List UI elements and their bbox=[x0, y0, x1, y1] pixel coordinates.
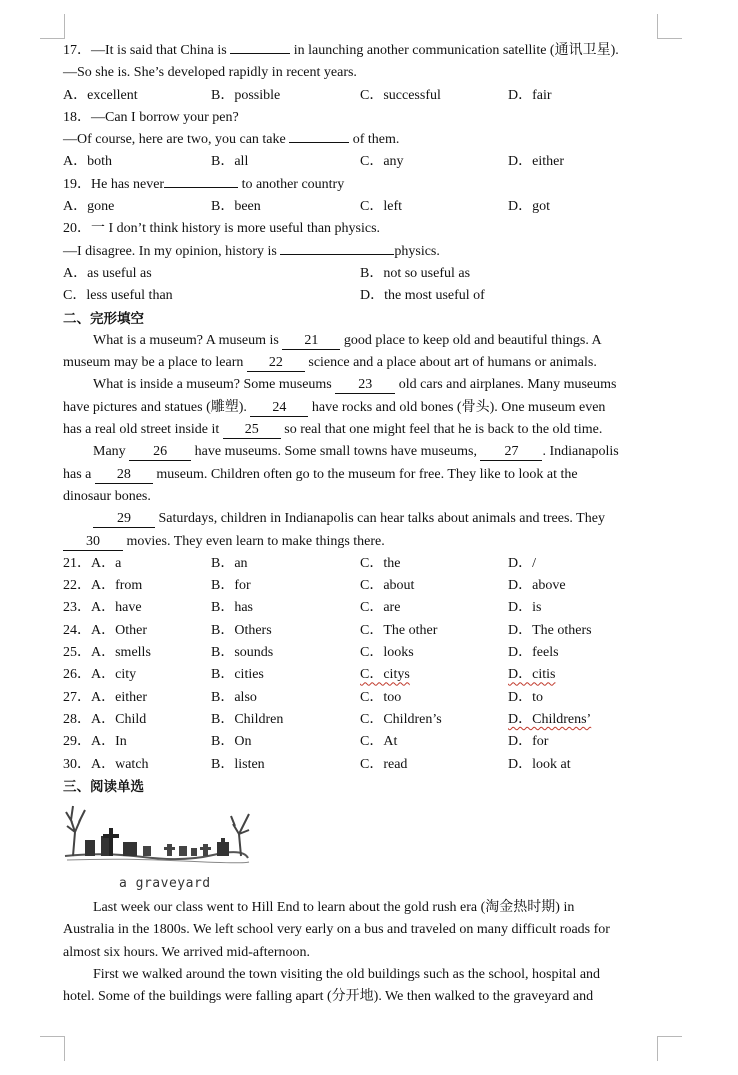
cloze-options-24 bbox=[63, 620, 663, 642]
question-17-stem: 17．—It is said that China is in launching another communication satellite (通讯卫星). bbox=[63, 43, 619, 58]
cloze-paragraph-3-line-3: dinosaur bones. bbox=[63, 488, 151, 504]
option-c: C．read bbox=[360, 756, 408, 772]
option-c: C．Children’s bbox=[360, 711, 442, 727]
option-b: B．has bbox=[211, 600, 253, 616]
cloze-paragraph-4-line-2: 30 movies. They even learn to make things there. bbox=[63, 531, 663, 553]
option-b: B．On bbox=[211, 734, 252, 750]
reading-line-4: First we walked around the town visiting the old buildings such as the school, hospital and bbox=[93, 966, 601, 982]
option-d: D．The others bbox=[508, 622, 592, 638]
cloze-blank-21: 21 bbox=[282, 333, 340, 350]
option-a: 26．A．city bbox=[63, 667, 137, 683]
answer-blank bbox=[280, 254, 394, 255]
section-3-heading: 三、阅读单选 bbox=[63, 778, 144, 795]
cloze-options-22 bbox=[63, 575, 663, 597]
answer-blank bbox=[164, 187, 238, 188]
option-b: B．an bbox=[211, 555, 248, 571]
cloze-blank-28: 28 bbox=[95, 467, 153, 484]
option-d: D．to bbox=[508, 689, 543, 705]
reading-line-1: Last week our class went to Hill End to learn about the gold rush era (淘金热时期) in bbox=[93, 900, 575, 916]
option-c: C．are bbox=[360, 600, 401, 616]
crop-mark-top-left bbox=[40, 14, 65, 39]
answer-blank bbox=[289, 142, 349, 143]
option-c: C．successful bbox=[360, 87, 441, 103]
cloze-paragraph-1-line-1: What is a museum? A museum is 21 good place to keep old and beautiful things. A bbox=[93, 332, 602, 348]
cloze-options-29 bbox=[63, 731, 663, 753]
cloze-options-21 bbox=[63, 553, 663, 575]
option-b: B．all bbox=[211, 154, 249, 170]
question-19-stem: 19．He has never to another country bbox=[63, 176, 345, 192]
option-c: C．left bbox=[360, 199, 402, 215]
option-c: C．looks bbox=[360, 645, 414, 661]
option-d: D．look at bbox=[508, 756, 571, 772]
option-c: C．about bbox=[360, 578, 415, 594]
cloze-blank-23: 23 bbox=[335, 377, 395, 394]
cloze-paragraph-2-line-3: has a real old street inside it 25 so real that one might feel that he is back to the old time. bbox=[63, 422, 603, 438]
option-b: B．listen bbox=[211, 756, 265, 772]
option-a: A．gone bbox=[63, 199, 115, 215]
option-a: A．excellent bbox=[63, 87, 138, 103]
option-d: D．for bbox=[508, 734, 549, 750]
option-a: 28．A．Child bbox=[63, 711, 147, 727]
option-d: D．the most useful of bbox=[360, 288, 485, 304]
crop-mark-top-right bbox=[657, 14, 682, 39]
option-a: 30．A．watch bbox=[63, 756, 149, 772]
option-c: C．any bbox=[360, 154, 404, 170]
question-17-options bbox=[63, 85, 663, 107]
question-19-options bbox=[63, 196, 663, 218]
option-a: 25．A．smells bbox=[63, 645, 151, 661]
cloze-blank-22: 22 bbox=[247, 355, 305, 372]
option-a: 23．A．have bbox=[63, 600, 142, 616]
reading-line-2: Australia in the 1800s. We left school very early on a bus and traveled on many difficult roads for bbox=[63, 922, 610, 938]
option-b: B．also bbox=[211, 689, 257, 705]
cloze-blank-25: 25 bbox=[223, 422, 281, 439]
reading-line-5: hotel. Some of the buildings were falling apart (分开地). We then walked to the graveyard and bbox=[63, 989, 594, 1005]
option-b: B．cities bbox=[211, 667, 264, 683]
cloze-blank-27: 27 bbox=[480, 444, 542, 461]
option-a: 22．A．from bbox=[63, 578, 143, 594]
option-b: B．for bbox=[211, 578, 251, 594]
cloze-blank-26: 26 bbox=[129, 444, 191, 461]
cloze-paragraph-2-line-1: What is inside a museum? Some museums 23 old cars and airplanes. Many museums bbox=[93, 377, 617, 393]
option-c: C．The other bbox=[360, 622, 438, 638]
option-b: B．Others bbox=[211, 622, 272, 638]
cloze-options-27 bbox=[63, 687, 663, 709]
cloze-paragraph-3-line-2: has a 28 museum. Children often go to the museum for free. They like to look at the bbox=[63, 466, 578, 482]
option-a: 21．A．a bbox=[63, 555, 122, 571]
graveyard-illustration bbox=[63, 802, 663, 895]
question-17-line2: —So she is. She’s developed rapidly in recent years. bbox=[63, 65, 357, 81]
cloze-blank-30: 30 bbox=[63, 534, 123, 551]
question-18-stem: 18．—Can I borrow your pen? bbox=[63, 109, 239, 125]
cloze-options-26 bbox=[63, 664, 663, 686]
cloze-options-28 bbox=[63, 709, 663, 731]
option-d: D．fair bbox=[508, 87, 552, 103]
option-d: D．citis bbox=[508, 667, 556, 683]
option-a: A．as useful as bbox=[63, 265, 152, 281]
option-d: D．is bbox=[508, 600, 542, 616]
option-d: D．feels bbox=[508, 645, 559, 661]
option-d: D．Childrens’ bbox=[508, 711, 592, 727]
question-18-line2: —Of course, here are two, you can take of them. bbox=[63, 132, 400, 148]
cloze-paragraph-4-line-1: 29 Saturdays, children in Indianapolis can hear talks about animals and trees. They bbox=[63, 508, 663, 530]
option-b: B．not so useful as bbox=[360, 265, 471, 281]
option-c: C．too bbox=[360, 689, 402, 705]
graveyard-drawing bbox=[63, 802, 253, 874]
option-a: 24．A．Other bbox=[63, 622, 147, 638]
cloze-blank-29: 29 bbox=[93, 511, 155, 528]
option-c: C．At bbox=[360, 734, 398, 750]
option-d: D．/ bbox=[508, 555, 536, 571]
option-b: B．possible bbox=[211, 87, 281, 103]
cloze-paragraph-2-line-2: have pictures and statues (雕塑). 24 have rocks and old bones (骨头). One museum even bbox=[63, 399, 606, 415]
option-d: D．either bbox=[508, 154, 564, 170]
question-18-options bbox=[63, 151, 663, 173]
cloze-options-23 bbox=[63, 597, 663, 619]
image-caption: a graveyard bbox=[119, 876, 211, 892]
option-c: C．the bbox=[360, 555, 401, 571]
option-b: B．been bbox=[211, 199, 261, 215]
option-a: 27．A．either bbox=[63, 689, 147, 705]
option-b: B．sounds bbox=[211, 645, 274, 661]
answer-blank bbox=[230, 53, 290, 54]
question-20-options-row1 bbox=[63, 263, 663, 285]
question-20-line2: —I disagree. In my opinion, history is physics. bbox=[63, 243, 440, 259]
option-a: A．both bbox=[63, 154, 112, 170]
document-page bbox=[63, 40, 663, 1009]
reading-line-3: almost six hours. We arrived mid-afternoon. bbox=[63, 944, 311, 960]
crop-mark-bottom-right bbox=[657, 1036, 682, 1061]
crop-mark-bottom-left bbox=[40, 1036, 65, 1061]
option-b: B．Children bbox=[211, 711, 284, 727]
question-20-stem: 20．一 I don’t think history is more useful than physics. bbox=[63, 221, 381, 237]
option-d: D．got bbox=[508, 199, 550, 215]
cloze-paragraph-3-line-1: Many 26 have museums. Some small towns have museums, 27 . Indianapolis bbox=[93, 444, 619, 460]
cloze-options-25 bbox=[63, 642, 663, 664]
cloze-paragraph-1-line-2: museum may be a place to learn 22 science and a place about art of humans or animals. bbox=[63, 355, 597, 371]
option-a: 29．A．In bbox=[63, 734, 127, 750]
option-c: C．less useful than bbox=[63, 288, 173, 304]
cloze-options-30 bbox=[63, 754, 663, 776]
cloze-blank-24: 24 bbox=[250, 400, 308, 417]
option-d: D．above bbox=[508, 578, 566, 594]
section-2-heading: 二、完形填空 bbox=[63, 310, 144, 327]
option-c: C．citys bbox=[360, 667, 410, 683]
question-20-options-row2 bbox=[63, 285, 663, 307]
